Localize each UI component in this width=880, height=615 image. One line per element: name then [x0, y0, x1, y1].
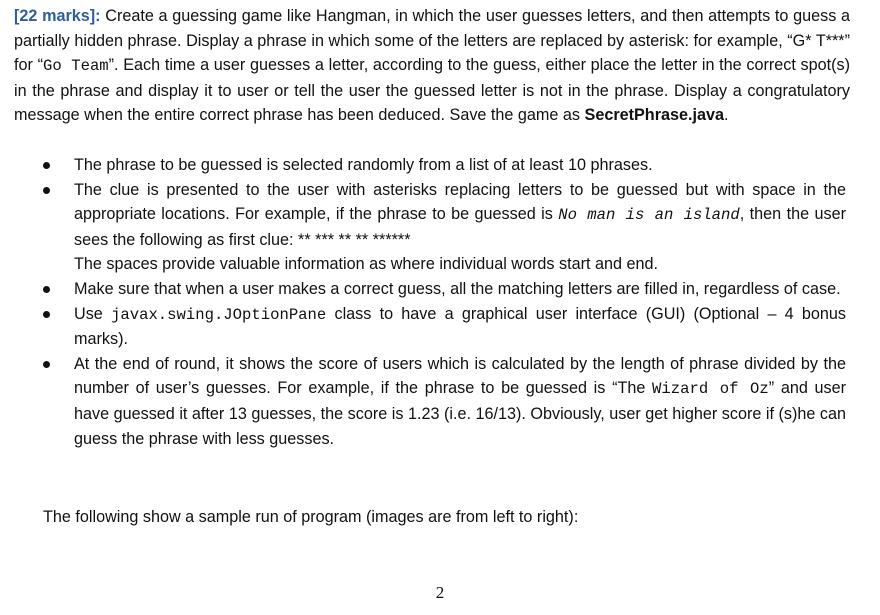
bullet-icon [43, 361, 50, 368]
bullet-text-1: At the end of round, it shows the score of users which is calculated by the length of phrase divided by the number of user’s guesses. For example, if the phrase to be guessed is “The [74, 354, 846, 398]
list-item [0, 277, 846, 302]
bullet-icon [43, 162, 50, 169]
list-item [0, 178, 846, 277]
intro-text-2: ”. Each time a user guesses a letter, according to the guess, either place the letter in the correct spot(s) in the phrase and display it to user or tell the user the guessed letter is not in the phrase. Display a congratulatory message when the entire correct phrase has been deduced. Save the game as [14, 56, 850, 125]
intro-text-1: Create a guessing game like Hangman, in which the user guesses letters, and then attempts to guess a partially hidden phrase. Display a phrase in which some of the letters are replaced by asterisk: for example, “G* T***” for “ [14, 7, 850, 75]
list-item [0, 302, 846, 352]
intro-paragraph [14, 4, 850, 128]
marks-label: [22 marks]: [14, 7, 101, 25]
filename: SecretPhrase.java [584, 106, 725, 125]
code-phrase: No man is an island [558, 206, 740, 225]
sample-run-text: The following show a sample run of program (images are from left to right): [43, 508, 579, 526]
bullet-icon [43, 311, 50, 318]
bullet-text-3: The spaces provide valuable information as where individual words start and end. [74, 255, 658, 274]
code-class: javax.swing.JOptionPane [111, 305, 327, 324]
bullet-text: Make sure that when a user makes a correct guess, all the matching letters are filled in, regardless of case. [74, 279, 841, 298]
requirements-list [0, 153, 880, 451]
clue-example: ** *** ** ** ****** [298, 230, 411, 249]
bullet-text: The phrase to be guessed is selected randomly from a list of at least 10 phrases. [74, 156, 653, 174]
bullet-text-1: The clue is presented to the user with asterisks replacing letters to be guessed but with space in the appropriate locations. For example, if the phrase to be guessed is [74, 180, 846, 224]
bullet-icon [43, 187, 50, 194]
bullet-text-1: Use [74, 304, 112, 323]
list-item [0, 352, 846, 451]
page-number: 2 [435, 583, 445, 602]
bullet-text-2: ” and user have guessed it after 13 guesses, the score is 1.23 (i.e. 16/13). Obviously, user get higher score if (s)he can guess the phrase with less guesses. [74, 379, 846, 448]
code-phrase: Wizard of Oz [652, 380, 769, 399]
bullet-text-2: , then the user sees the following as first clue: [74, 205, 846, 249]
intro-text-3: . [724, 106, 729, 125]
code-example: Go Team [42, 57, 109, 76]
bullet-icon [43, 286, 50, 293]
bullet-text-2: class to have a graphical user interface (GUI) (Optional – 4 bonus marks). [74, 304, 846, 349]
list-item [0, 153, 846, 178]
